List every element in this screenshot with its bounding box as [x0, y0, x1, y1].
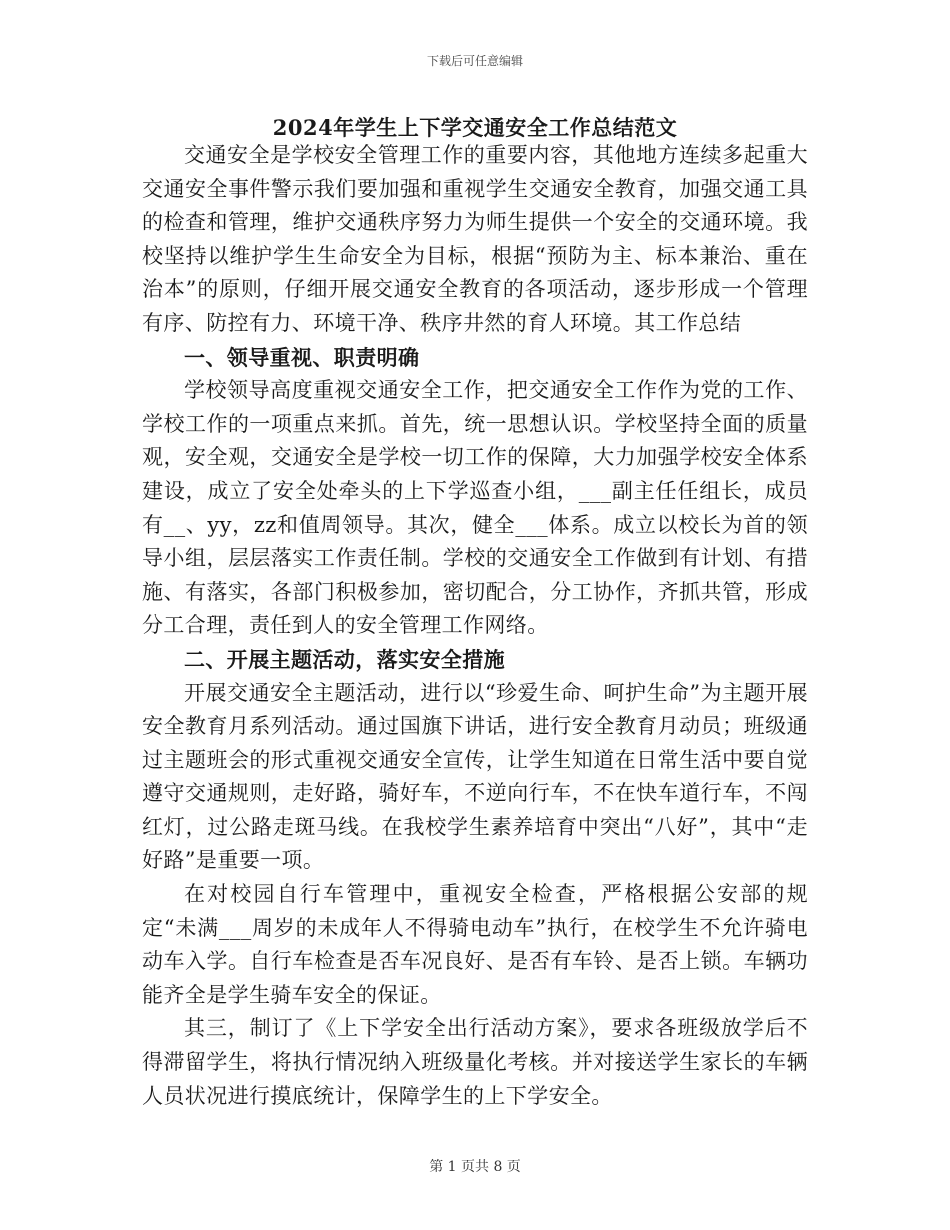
- document-title: 2024年学生上下学交通安全工作总结范文: [272, 115, 678, 140]
- paragraph-leadership: 学校领导高度重视交通安全工作，把交通安全工作作为党的工作、学校工作的一项重点来抓。首先，统一思想认识。学校坚持全面的质量观，安全观，交通安全是学校一切工作的保障，大力加强学校安全体系建设，成立了安全处牵头的上下学巡查小组，___副主任任组长，成员有__、yy，zz和值周领导。其次，健全___体系。成立以校长为首的领导小组，层层落实工作责任制。学校的交通安全工作做到有计划、有措施、有落实，各部门积极参加，密切配合，分工协作，齐抓共管，形成分工合理，责任到人的安全管理工作网络。: [142, 378, 808, 638]
- paragraph-travel-plan: 其三，制订了《上下学安全出行活动方案》，要求各班级放学后不得滞留学生，将执行情况纳入班级量化考核。并对接送学生家长的车辆人员状况进行摸底统计，保障学生的上下学安全。: [142, 1016, 808, 1108]
- page-number: 第 1 页共 8 页: [429, 1159, 521, 1175]
- paragraph-bicycle-management: 在对校园自行车管理中，重视安全检查，严格根据公安部的规定“未满___周岁的未成年人不得骑电动车”执行，在校学生不允许骑电动车入学。自行车检查是否车况良好、是否有车铃、是否上锁。车辆功能齐全是学生骑车安全的保证。: [142, 882, 808, 1007]
- paragraph-intro: 交通安全是学校安全管理工作的重要内容，其他地方连续多起重大交通安全事件警示我们要加强和重视学生交通安全教育，加强交通工具的检查和管理，维护交通秩序努力为师生提供一个安全的交通环境。我校坚持以维护学生生命安全为目标，根据“预防为主、标本兼治、重在治本”的原则，仔细开展交通安全教育的各项活动，逐步形成一个管理有序、防控有力、环境干净、秩序井然的育人环境。其工作总结: [142, 143, 808, 335]
- section-heading-leadership: 一、领导重视、职责明确: [184, 344, 420, 370]
- section-heading-activities: 二、开展主题活动，落实安全措施: [184, 646, 505, 672]
- paragraph-activities: 开展交通安全主题活动，进行以“珍爱生命、呵护生命”为主题开展安全教育月系列活动。通过国旗下讲话，进行安全教育月动员；班级通过主题班会的形式重视交通安全宣传，让学生知道在日常生活中要自觉遵守交通规则，走好路，骑好车，不逆向行车，不在快车道行车，不闯红灯，过公路走斑马线。在我校学生素养培育中突出“八好”，其中“走好路”是重要一项。: [142, 680, 808, 873]
- document-body: [142, 139, 808, 1113]
- page-header-note: 下载后可任意编辑: [426, 54, 523, 68]
